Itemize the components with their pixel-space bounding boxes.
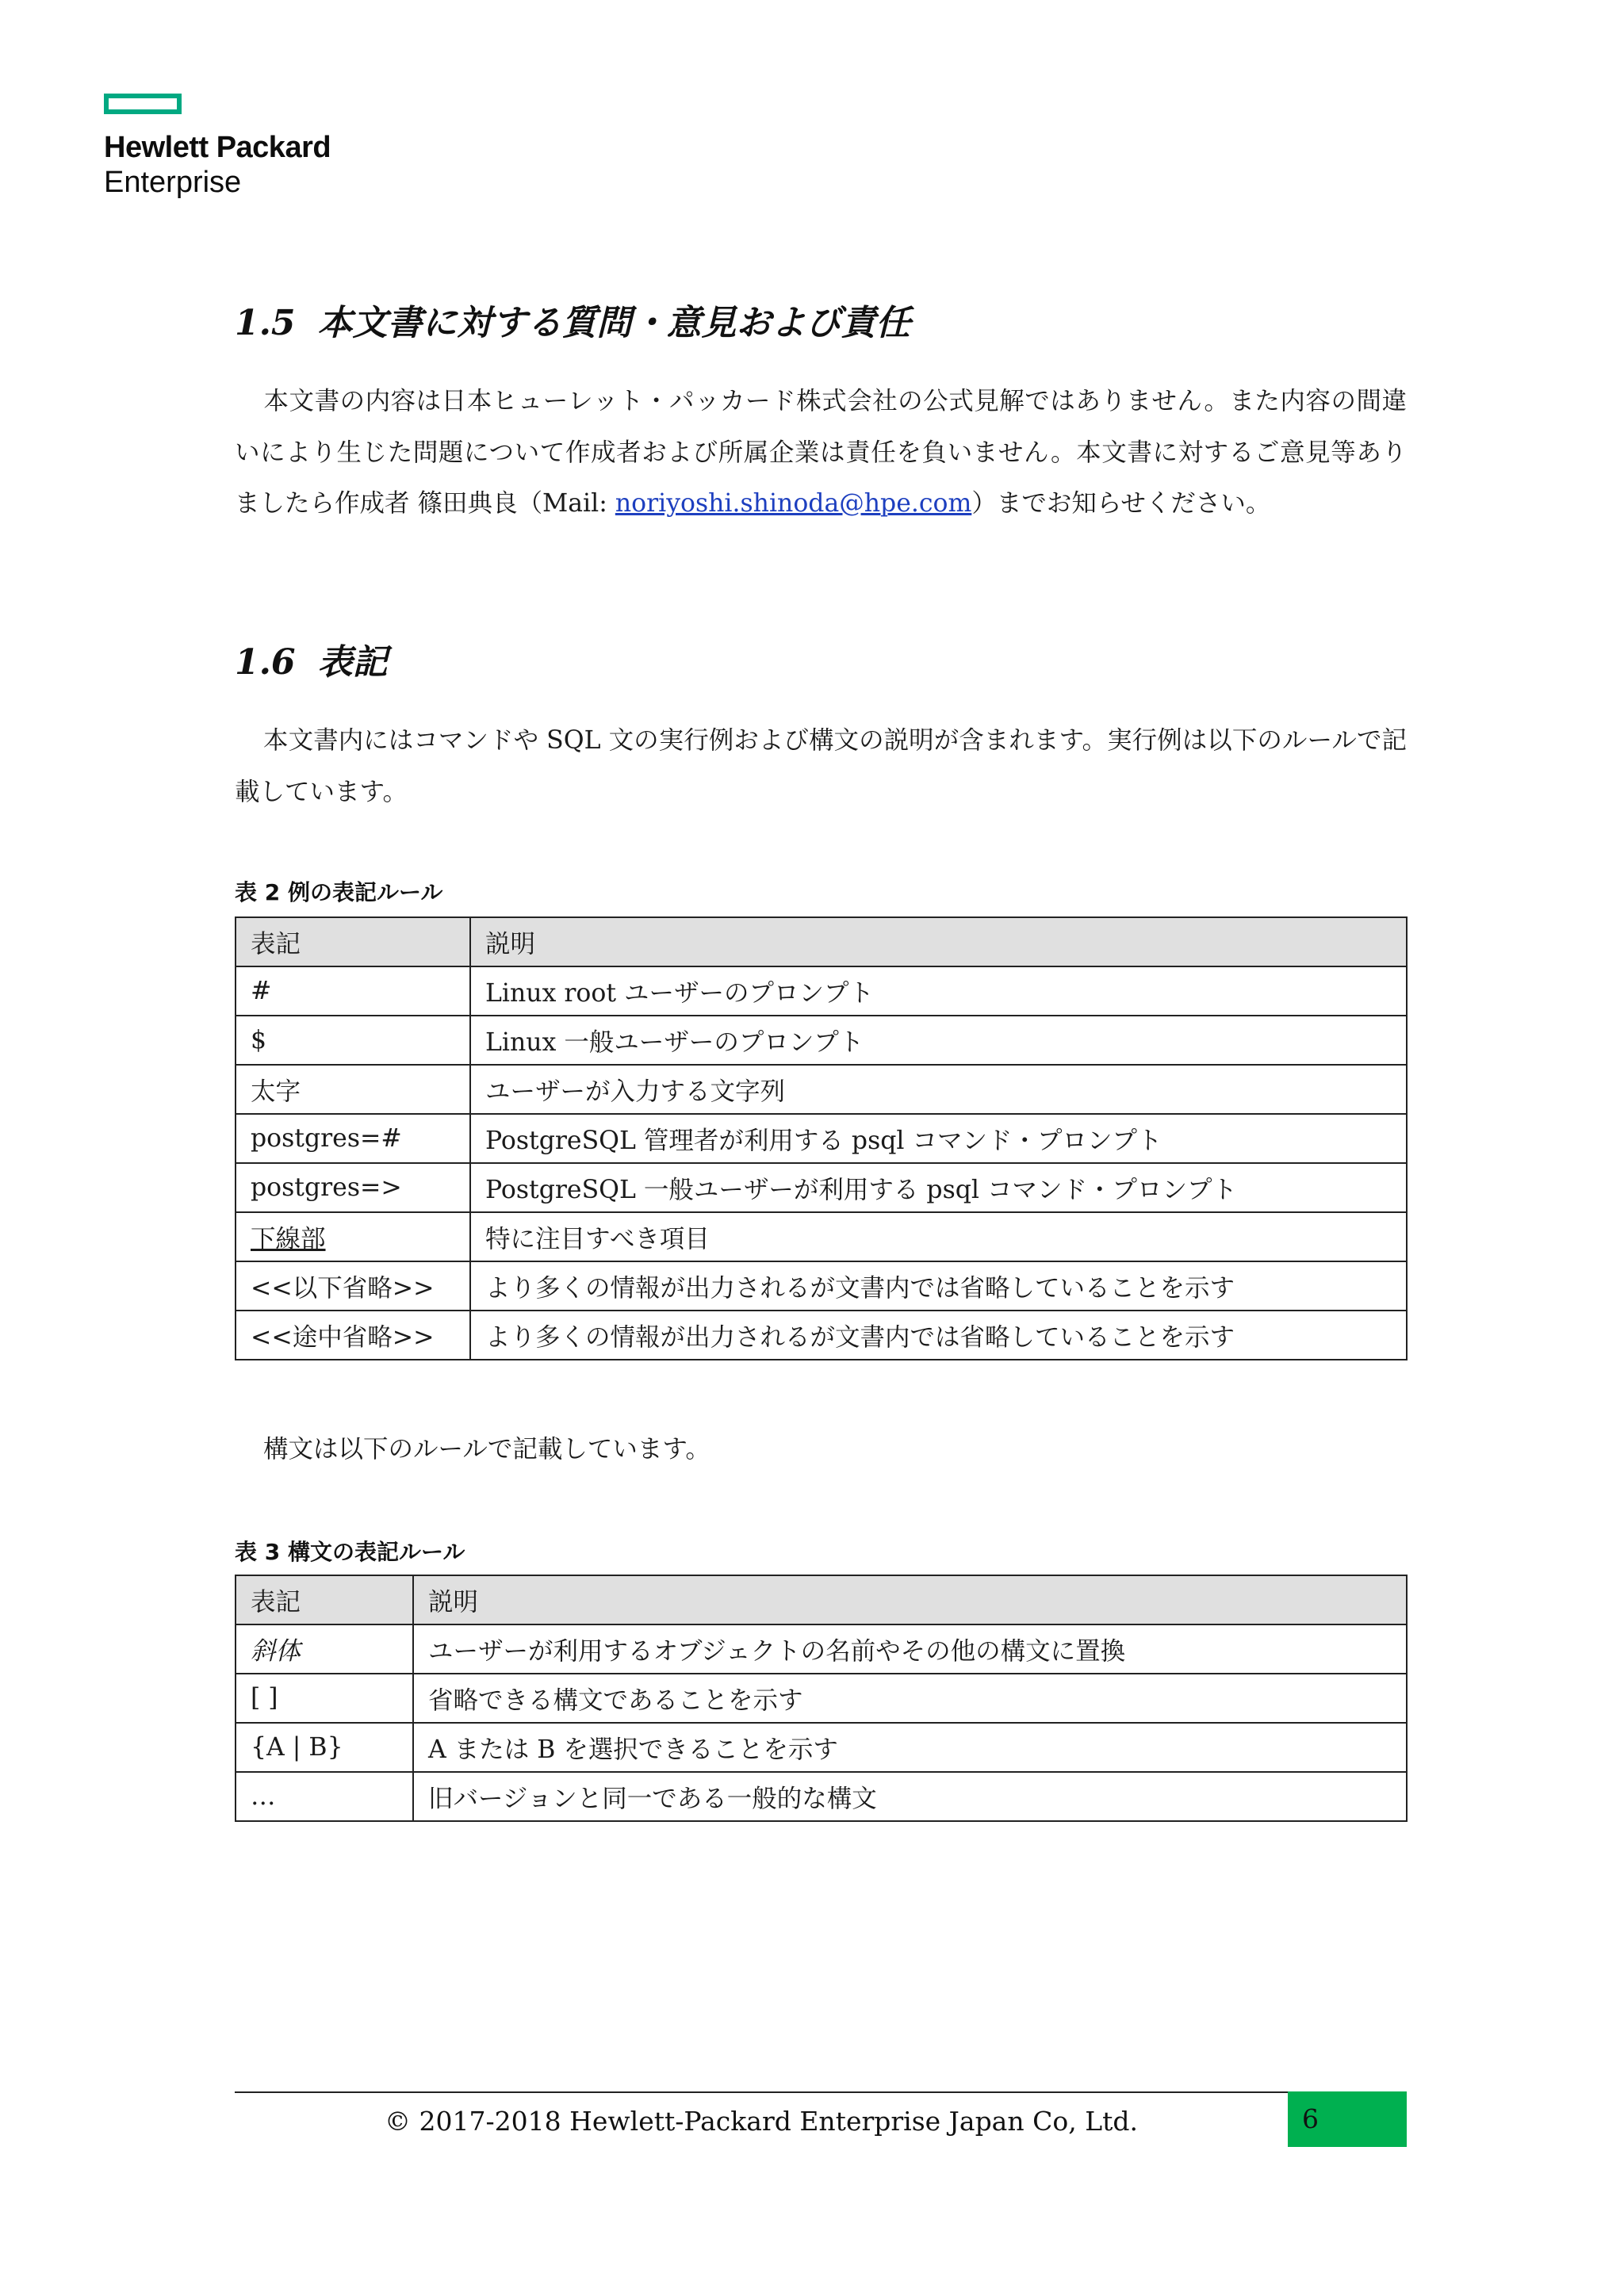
description-cell: より多くの情報が出力されるが文書内では省略していることを示す <box>470 1261 1407 1311</box>
syntax-notation-table <box>235 1575 1408 1822</box>
table-3-caption: 表 3 構文の表記ルール <box>235 1539 465 1565</box>
paragraph-text: 構文は以下のルールで記載しています。 <box>263 1435 710 1464</box>
notation-cell: postgres=# <box>236 1114 470 1163</box>
table-row <box>236 1212 1407 1261</box>
section-1-5-heading <box>235 301 911 346</box>
footer-divider <box>235 2091 1288 2093</box>
table-row <box>236 1624 1407 1674</box>
table-row <box>236 1016 1407 1065</box>
table-row <box>236 1065 1407 1114</box>
section-title: 本文書に対する質問・意見および責任 <box>317 303 911 343</box>
notation-cell: <<以下省略>> <box>236 1261 470 1311</box>
logo-bar-icon <box>104 94 182 114</box>
notation-cell: 下線部 <box>236 1212 470 1261</box>
notation-cell: 斜体 <box>236 1624 413 1674</box>
description-cell: PostgreSQL 管理者が利用する psql コマンド・プロンプト <box>470 1114 1407 1163</box>
description-cell: 省略できる構文であることを示す <box>413 1674 1407 1723</box>
table-row <box>236 1261 1407 1311</box>
column-header-description: 説明 <box>470 917 1407 966</box>
description-cell: Linux 一般ユーザーのプロンプト <box>470 1016 1407 1065</box>
section-number: 1.6 <box>235 642 296 683</box>
page-number: 6 <box>1302 2103 1319 2134</box>
syntax-paragraph <box>235 1424 1407 1475</box>
table-row <box>236 1311 1407 1360</box>
section-title: 表記 <box>317 642 388 683</box>
table-row <box>236 1674 1407 1723</box>
description-cell: Linux root ユーザーのプロンプト <box>470 966 1407 1016</box>
column-header-description: 説明 <box>413 1575 1407 1624</box>
example-notation-table <box>235 916 1408 1360</box>
description-cell: PostgreSQL 一般ユーザーが利用する psql コマンド・プロンプト <box>470 1163 1407 1212</box>
page-number-box <box>1288 2091 1407 2147</box>
description-cell: 特に注目すべき項目 <box>470 1212 1407 1261</box>
description-cell: 旧バージョンと同一である一般的な構文 <box>413 1772 1407 1821</box>
column-header-notation: 表記 <box>236 917 470 966</box>
table-row <box>236 1772 1407 1821</box>
description-cell: ユーザーが利用するオブジェクトの名前やその他の構文に置換 <box>413 1624 1407 1674</box>
footer-copyright: © 2017-2018 Hewlett-Packard Enterprise Japan Co, Ltd. <box>385 2106 1138 2137</box>
notation-cell: {A | B} <box>236 1723 413 1772</box>
notation-cell: postgres=> <box>236 1163 470 1212</box>
description-cell: より多くの情報が出力されるが文書内では省略していることを示す <box>470 1311 1407 1360</box>
notation-cell: … <box>236 1772 413 1821</box>
email-link[interactable]: noriyoshi.shinoda@hpe.com <box>615 489 972 518</box>
description-cell: A または B を選択できることを示す <box>413 1723 1407 1772</box>
notation-cell: # <box>236 966 470 1016</box>
paragraph-text: 本文書の内容は日本ヒューレット・パッカード株式会社の公式見解ではありません。また内容の間違いにより生じた問題について作成者および所属企業は責任を負いません。本文書に対するご意見等ありましたら作成者 篠田典良（Mail: <box>235 387 1407 518</box>
logo-text-line2: Enterprise <box>104 166 242 199</box>
table-row <box>236 1114 1407 1163</box>
section-1-6-heading <box>235 641 388 685</box>
hpe-logo <box>104 94 373 200</box>
table-header-row <box>236 1575 1407 1624</box>
section-1-5-paragraph <box>235 376 1407 530</box>
table-header-row <box>236 917 1407 966</box>
table-row <box>236 1723 1407 1772</box>
paragraph-text-end: ）までお知らせください。 <box>971 489 1271 518</box>
logo-text-line1: Hewlett Packard <box>104 131 331 164</box>
paragraph-text: 本文書内にはコマンドや SQL 文の実行例および構文の説明が含まれます。実行例は以下のルールで記載しています。 <box>235 726 1407 806</box>
notation-cell: <<途中省略>> <box>236 1311 470 1360</box>
section-1-6-paragraph <box>235 715 1407 817</box>
table-2-caption: 表 2 例の表記ルール <box>235 879 443 905</box>
notation-cell: [ ] <box>236 1674 413 1723</box>
notation-cell: 太字 <box>236 1065 470 1114</box>
description-cell: ユーザーが入力する文字列 <box>470 1065 1407 1114</box>
notation-cell: $ <box>236 1016 470 1065</box>
table-row <box>236 966 1407 1016</box>
section-number: 1.5 <box>235 303 296 343</box>
table-row <box>236 1163 1407 1212</box>
column-header-notation: 表記 <box>236 1575 413 1624</box>
